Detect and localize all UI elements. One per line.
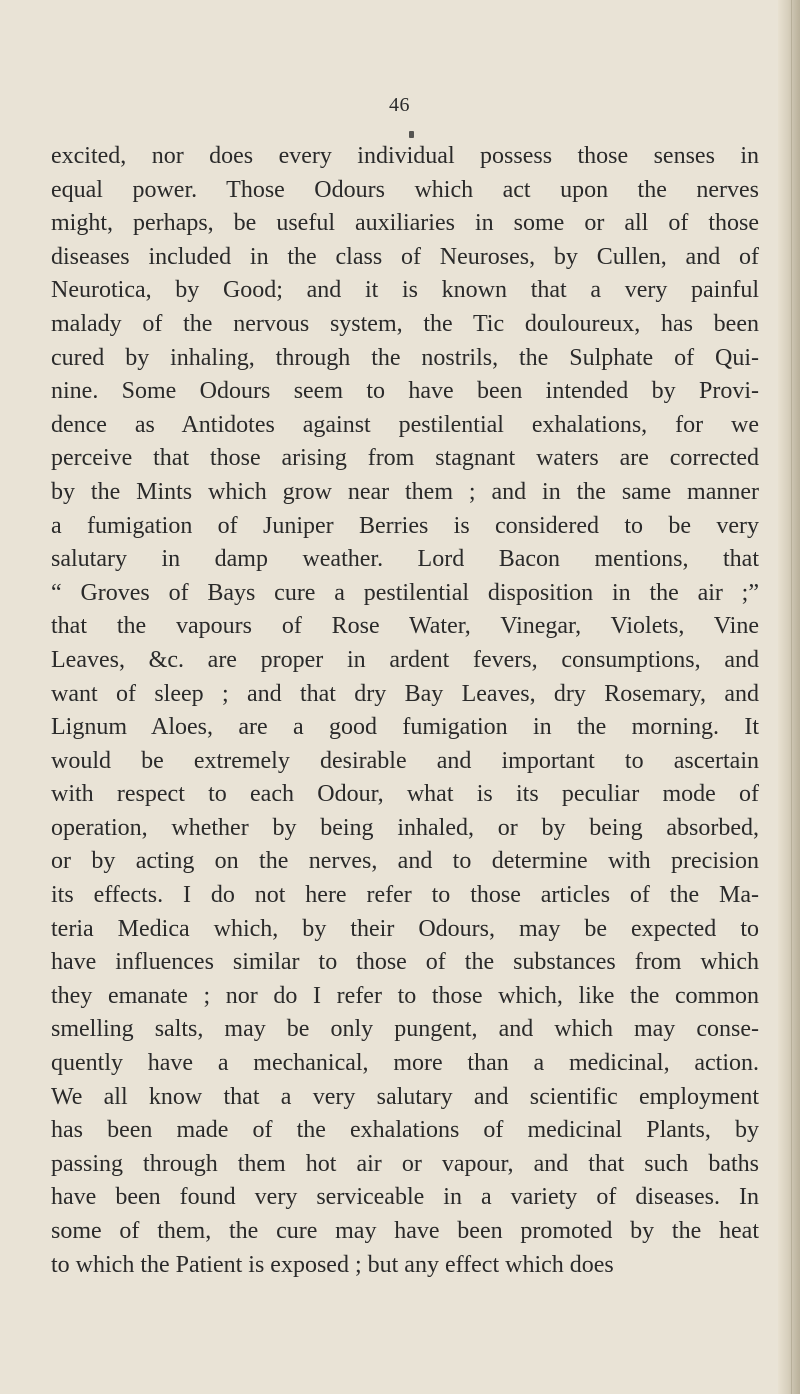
text-line: has been made of the exhalations of medicinal Plants, by xyxy=(51,1117,759,1144)
text-line: equal power. Those Odours which act upon the nerves xyxy=(51,176,759,203)
text-line: We all know that a very salutary and scientific employment xyxy=(51,1083,759,1110)
text-line: Lignum Aloes, are a good fumigation in the morning. It xyxy=(51,714,759,741)
text-line: would be extremely desirable and important to ascertain xyxy=(51,747,759,774)
text-line: perceive that those arising from stagnant waters are corrected xyxy=(51,445,759,472)
text-line: smelling salts, may be only pungent, and which may conse- xyxy=(51,1016,759,1043)
text-line: they emanate ; nor do I refer to those which, like the common xyxy=(51,982,759,1009)
text-line: have influences similar to those of the substances from which xyxy=(51,949,759,976)
text-line: cured by inhaling, through the nostrils, the Sulphate of Qui- xyxy=(51,344,759,371)
text-line: Leaves, &c. are proper in ardent fevers, consumptions, and xyxy=(51,646,759,673)
text-line: nine. Some Odours seem to have been intended by Provi- xyxy=(51,378,759,405)
text-line: diseases included in the class of Neuroses, by Cullen, and of xyxy=(51,243,759,270)
text-line: to which the Patient is exposed ; but any effect which does xyxy=(51,1251,614,1278)
text-line: with respect to each Odour, what is its peculiar mode of xyxy=(51,781,759,808)
text-line: some of them, the cure may have been promoted by the heat xyxy=(51,1218,759,1244)
text-line: passing through them hot air or vapour, and that such baths xyxy=(51,1150,759,1177)
text-line: excited, nor does every individual possess those senses in xyxy=(51,143,759,169)
text-line: Neurotica, by Good; and it is known that a very painful xyxy=(51,277,759,304)
text-line: by the Mints which grow near them ; and in the same manner xyxy=(51,478,759,505)
text-line: that the vapours of Rose Water, Vinegar, Violets, Vine xyxy=(51,613,759,640)
text-line: “ Groves of Bays cure a pestilential disposition in the air ;” xyxy=(51,579,759,606)
text-line: salutary in damp weather. Lord Bacon mentions, that xyxy=(51,546,759,573)
text-line: have been found very serviceable in a variety of diseases. In xyxy=(51,1184,759,1211)
body-text xyxy=(51,140,759,1282)
text-line: malady of the nervous system, the Tic douloureux, has been xyxy=(51,310,759,337)
text-line: teria Medica which, by their Odours, may be expected to xyxy=(51,915,759,942)
text-line: quently have a mechanical, more than a medicinal, action. xyxy=(51,1050,759,1077)
text-line: dence as Antidotes against pestilential exhalations, for we xyxy=(51,411,759,438)
ink-mark xyxy=(409,131,414,138)
page-edge-shadow xyxy=(778,0,800,1394)
page-number: 46 xyxy=(389,94,410,116)
text-line: its effects. I do not here refer to those articles of the Ma- xyxy=(51,882,759,909)
text-line: a fumigation of Juniper Berries is considered to be very xyxy=(51,512,759,539)
text-line: want of sleep ; and that dry Bay Leaves, dry Rosemary, and xyxy=(51,680,759,707)
text-line: operation, whether by being inhaled, or by being absorbed, xyxy=(51,814,759,841)
page-edge-line xyxy=(791,0,792,1394)
text-line: or by acting on the nerves, and to determine with precision xyxy=(51,848,759,875)
text-line: might, perhaps, be useful auxiliaries in some or all of those xyxy=(51,210,759,237)
